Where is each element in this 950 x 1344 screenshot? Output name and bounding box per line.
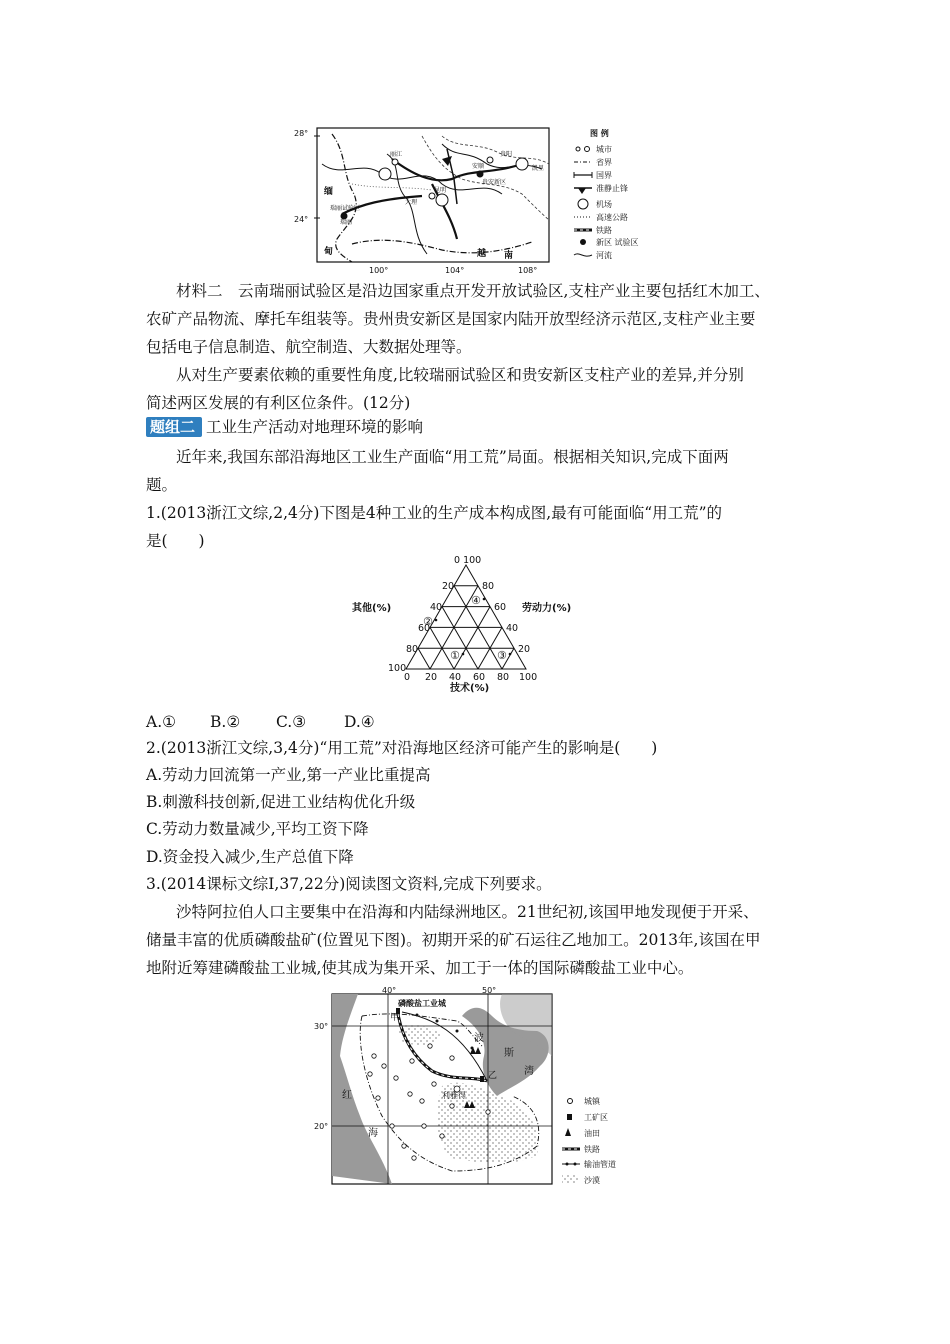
svg-text:0: 0 bbox=[404, 672, 411, 683]
lon-label-40: 40° bbox=[382, 986, 397, 995]
label-yi: 乙 bbox=[488, 1071, 498, 1081]
q1-option-b[interactable]: B.② bbox=[210, 713, 241, 731]
svg-text:100: 100 bbox=[388, 663, 407, 674]
svg-text:城镇: 城镇 bbox=[584, 1097, 600, 1106]
label-phosphate-city: 磷酸盐工业城 bbox=[398, 999, 446, 1008]
label-riyadh: 利雅得 bbox=[442, 1091, 466, 1100]
group-title: 工业生产活动对地理环境的影响 bbox=[206, 418, 424, 436]
lat-label-20: 20° bbox=[314, 1122, 329, 1131]
tri-apex-label: 0 100 bbox=[454, 555, 482, 566]
tri-bottom-label: 技术(%) bbox=[450, 683, 490, 693]
q1-stem-line2: 是( ) bbox=[146, 532, 205, 550]
group-intro-line2: 题。 bbox=[146, 476, 178, 494]
q1-option-a[interactable]: A.① bbox=[146, 713, 177, 731]
lon-label-100: 100° bbox=[369, 266, 389, 275]
svg-text:80: 80 bbox=[406, 644, 419, 655]
material2-line2: 农矿产品物流、摩托车组装等。贵州贵安新区是国家内陆开放型经济示范区,支柱产业主要 bbox=[146, 310, 756, 328]
map-saudi-arabia bbox=[312, 986, 642, 1188]
svg-text:40: 40 bbox=[430, 602, 443, 613]
svg-text:工矿区: 工矿区 bbox=[584, 1113, 608, 1122]
tri-right-label: 劳动力(%) bbox=[522, 603, 572, 614]
svg-text:沙漠: 沙漠 bbox=[584, 1176, 600, 1185]
svg-text:60: 60 bbox=[473, 672, 486, 683]
label-ruili: 瑞丽 bbox=[340, 219, 353, 226]
q1-stem-line1: 1.(2013浙江文综,2,4分)下图是4种工业的生产成本构成图,最有可能面临“用工荒”的 bbox=[146, 504, 723, 522]
label-lijiang: 丽江 bbox=[390, 151, 403, 158]
label-guiyang: 贵阳 bbox=[500, 151, 513, 158]
svg-text:油田: 油田 bbox=[584, 1129, 600, 1138]
tri-point-2: ② bbox=[423, 615, 433, 628]
material2-question-line1: 从对生产要素依赖的重要性角度,比较瑞丽试验区和贵安新区支柱产业的差异,并分别 bbox=[176, 366, 744, 384]
label-dali: 大理 bbox=[405, 199, 418, 206]
svg-text:60: 60 bbox=[418, 623, 431, 634]
label-hong: 红 bbox=[342, 1090, 352, 1101]
q2-option-b[interactable]: B.刺激科技创新,促进工业结构优化升级 bbox=[146, 793, 416, 811]
label-wan: 湾 bbox=[524, 1066, 534, 1077]
svg-text:国界: 国界 bbox=[596, 171, 612, 180]
q3-para-line1: 沙特阿拉伯人口主要集中在沿海和内陆绿洲地区。21世纪初,该国甲地发现便于开采、 bbox=[176, 903, 759, 921]
tri-left-label: 其他(%) bbox=[352, 603, 392, 614]
q2-option-d[interactable]: D.资金投入减少,生产总值下降 bbox=[146, 848, 354, 866]
svg-text:准静止锋: 准静止锋 bbox=[596, 184, 628, 193]
q2-option-a[interactable]: A.劳动力回流第一产业,第一产业比重提高 bbox=[146, 766, 431, 784]
label-jia: 甲 bbox=[390, 1013, 400, 1023]
lat-label-30: 30° bbox=[314, 1022, 329, 1031]
lat-label-28: 28° bbox=[294, 129, 309, 138]
lat-label-24: 24° bbox=[294, 215, 309, 224]
svg-text:20: 20 bbox=[442, 581, 455, 592]
lon-label-108: 108° bbox=[518, 266, 538, 275]
group-badge-text: 题组二 bbox=[150, 418, 196, 436]
q2-option-c[interactable]: C.劳动力数量减少,平均工资下降 bbox=[146, 820, 369, 838]
svg-text:40: 40 bbox=[449, 672, 462, 683]
material2-line3: 包括电子信息制造、航空制造、大数据处理等。 bbox=[146, 338, 472, 356]
q3-para-line2: 储量丰富的优质磷酸盐矿(位置见下图)。初期开采的矿石运往乙地加工。2013年,该国在甲 bbox=[146, 931, 761, 949]
q3-para-line3: 地附近筹建磷酸盐工业城,使其成为集开采、加工于一体的国际磷酸盐工业中心。 bbox=[146, 959, 694, 977]
label-si: 斯 bbox=[504, 1048, 514, 1059]
q3-stem: 3.(2014课标文综Ⅰ,37,22分)阅读图文资料,完成下列要求。 bbox=[146, 875, 552, 893]
q1-option-d[interactable]: D.④ bbox=[344, 713, 375, 731]
q2-stem: 2.(2013浙江文综,3,4分)“用工荒”对沿海地区经济可能产生的影响是( ) bbox=[146, 739, 658, 757]
material2-question-line2: 简述两区发展的有利区位条件。(12分) bbox=[146, 394, 411, 412]
label-anshun: 安顺 bbox=[472, 163, 485, 170]
label-hai: 海 bbox=[368, 1128, 378, 1139]
map2-legend bbox=[562, 1096, 616, 1185]
group-intro-line1: 近年来,我国东部沿海地区工业生产面临“用工荒”局面。根据相关知识,完成下面两 bbox=[176, 448, 729, 466]
svg-text:机场: 机场 bbox=[596, 200, 612, 209]
label-kunming: 昆明 bbox=[434, 187, 447, 194]
lon-label-50: 50° bbox=[482, 986, 497, 995]
lon-label-104: 104° bbox=[445, 266, 465, 275]
svg-text:20: 20 bbox=[518, 644, 531, 655]
svg-text:铁路: 铁路 bbox=[584, 1145, 600, 1154]
map1-legend bbox=[574, 128, 639, 260]
svg-text:河流: 河流 bbox=[596, 251, 612, 260]
label-miandian-2: 甸 bbox=[324, 247, 334, 257]
tri-point-4: ④ bbox=[471, 594, 481, 607]
material2-line1: 材料二 云南瑞丽试验区是沿边国家重点开发开放试验区,支柱产业主要包括红木加工、 bbox=[176, 282, 770, 300]
tri-point-1: ① bbox=[450, 649, 460, 662]
label-miandian-1: 缅 bbox=[324, 187, 334, 197]
svg-text:80: 80 bbox=[482, 581, 495, 592]
ternary-chart bbox=[346, 553, 586, 693]
label-ruili-zone: 瑞丽试验区 bbox=[330, 205, 361, 212]
label-yuenan-2: 南 bbox=[504, 251, 514, 261]
map-yunnan-guizhou bbox=[292, 124, 664, 276]
svg-text:新区 试验区: 新区 试验区 bbox=[596, 238, 639, 247]
svg-text:城市: 城市 bbox=[596, 145, 612, 154]
svg-text:40: 40 bbox=[506, 623, 519, 634]
svg-text:铁路: 铁路 bbox=[596, 226, 612, 235]
label-kaili: 凯里 bbox=[532, 165, 545, 172]
svg-text:20: 20 bbox=[425, 672, 438, 683]
svg-text:图 例: 图 例 bbox=[590, 129, 609, 138]
svg-text:60: 60 bbox=[494, 602, 507, 613]
svg-text:高速公路: 高速公路 bbox=[596, 213, 628, 222]
label-guian: 贵安新区 bbox=[482, 179, 507, 186]
svg-text:省界: 省界 bbox=[596, 158, 612, 167]
svg-text:输油管道: 输油管道 bbox=[584, 1160, 616, 1169]
svg-text:80: 80 bbox=[497, 672, 510, 683]
q1-option-c[interactable]: C.③ bbox=[276, 713, 307, 731]
svg-text:100: 100 bbox=[519, 672, 538, 683]
tri-point-3: ③ bbox=[497, 649, 507, 662]
label-yuenan-1: 越 bbox=[477, 249, 487, 259]
label-bo: 波 bbox=[474, 1033, 484, 1044]
